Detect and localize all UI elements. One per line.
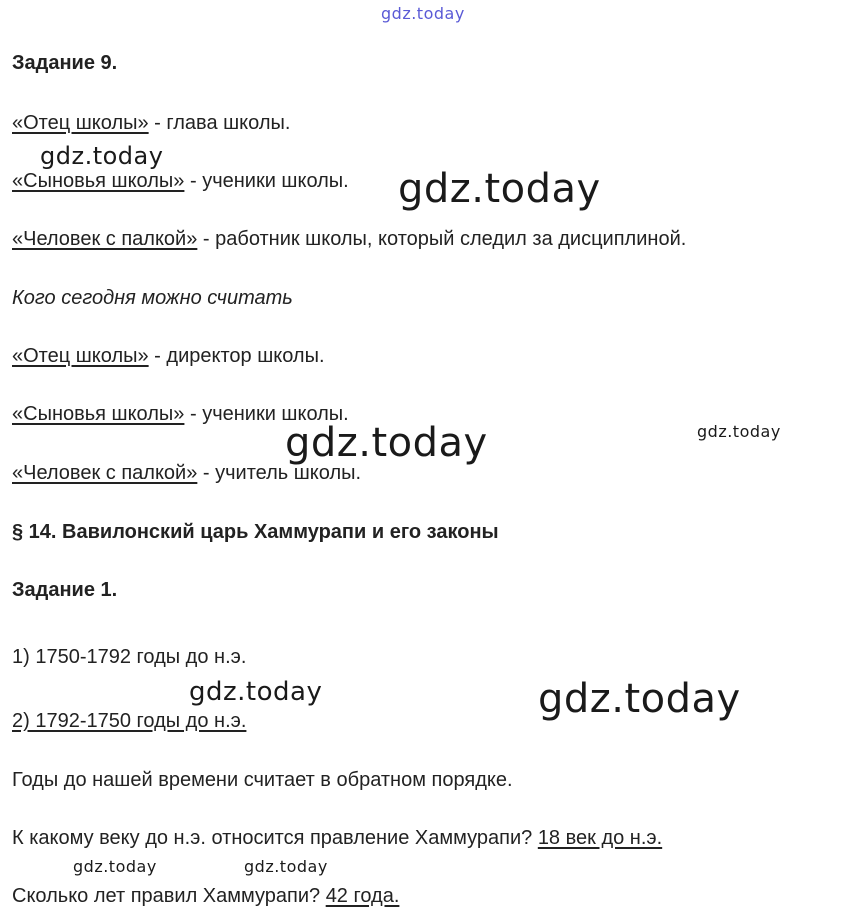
term: «Сыновья школы» — [12, 170, 185, 192]
answer-option — [12, 645, 246, 669]
answer-option-selected — [12, 709, 246, 733]
definition: - глава школы. — [148, 112, 291, 134]
answer-text: 42 года. — [325, 885, 400, 907]
watermark: gdz.today — [697, 422, 781, 441]
definition: - ученики школы. — [184, 403, 349, 425]
watermark-top: gdz.today — [381, 4, 465, 23]
option-text: 1) 1750-1792 годы до н.э. — [12, 646, 247, 668]
question-text: Кого сегодня можно считать — [12, 287, 293, 309]
definition: - ученики школы. — [184, 170, 349, 192]
definition: - работник школы, который следил за дисциплиной. — [197, 228, 687, 250]
definition-line — [12, 461, 361, 485]
task-1-heading — [12, 578, 117, 602]
watermark: gdz.today — [73, 857, 157, 876]
term: «Отец школы» — [12, 112, 149, 134]
question-line — [12, 286, 293, 310]
task-1-label: Задание 1. — [12, 579, 118, 601]
definition-line — [12, 402, 349, 426]
task-9-label: Задание 9. — [12, 52, 118, 74]
definition-line — [12, 111, 290, 135]
question-text: Сколько лет правил Хаммурапи? — [12, 885, 326, 907]
watermark: gdz.today — [189, 677, 323, 707]
note-line — [12, 768, 513, 792]
question-text: К какому веку до н.э. относится правление Хаммурапи? — [12, 827, 538, 849]
term: «Сыновья школы» — [12, 403, 185, 425]
definition-line — [12, 227, 686, 251]
section-title: § 14. Вавилонский царь Хаммурапи и его законы — [12, 521, 499, 543]
definition-line — [12, 344, 325, 368]
task-9-heading — [12, 51, 117, 75]
note-text: Годы до нашей времени считает в обратном порядке. — [12, 769, 513, 791]
answer-text: 18 век до н.э. — [537, 827, 663, 849]
watermark: gdz.today — [398, 166, 601, 212]
section-heading — [12, 520, 499, 544]
term: «Человек с палкой» — [12, 228, 198, 250]
watermark: gdz.today — [40, 142, 164, 170]
watermark: gdz.today — [244, 857, 328, 876]
term: «Человек с палкой» — [12, 462, 198, 484]
question-answer-line — [12, 826, 662, 850]
definition-line — [12, 169, 349, 193]
option-text: 2) 1792-1750 годы до н.э. — [12, 710, 247, 732]
watermark: gdz.today — [285, 420, 488, 466]
question-answer-line — [12, 884, 399, 908]
definition: - директор школы. — [148, 345, 325, 367]
watermark: gdz.today — [538, 676, 741, 722]
definition: - учитель школы. — [197, 462, 362, 484]
term: «Отец школы» — [12, 345, 149, 367]
